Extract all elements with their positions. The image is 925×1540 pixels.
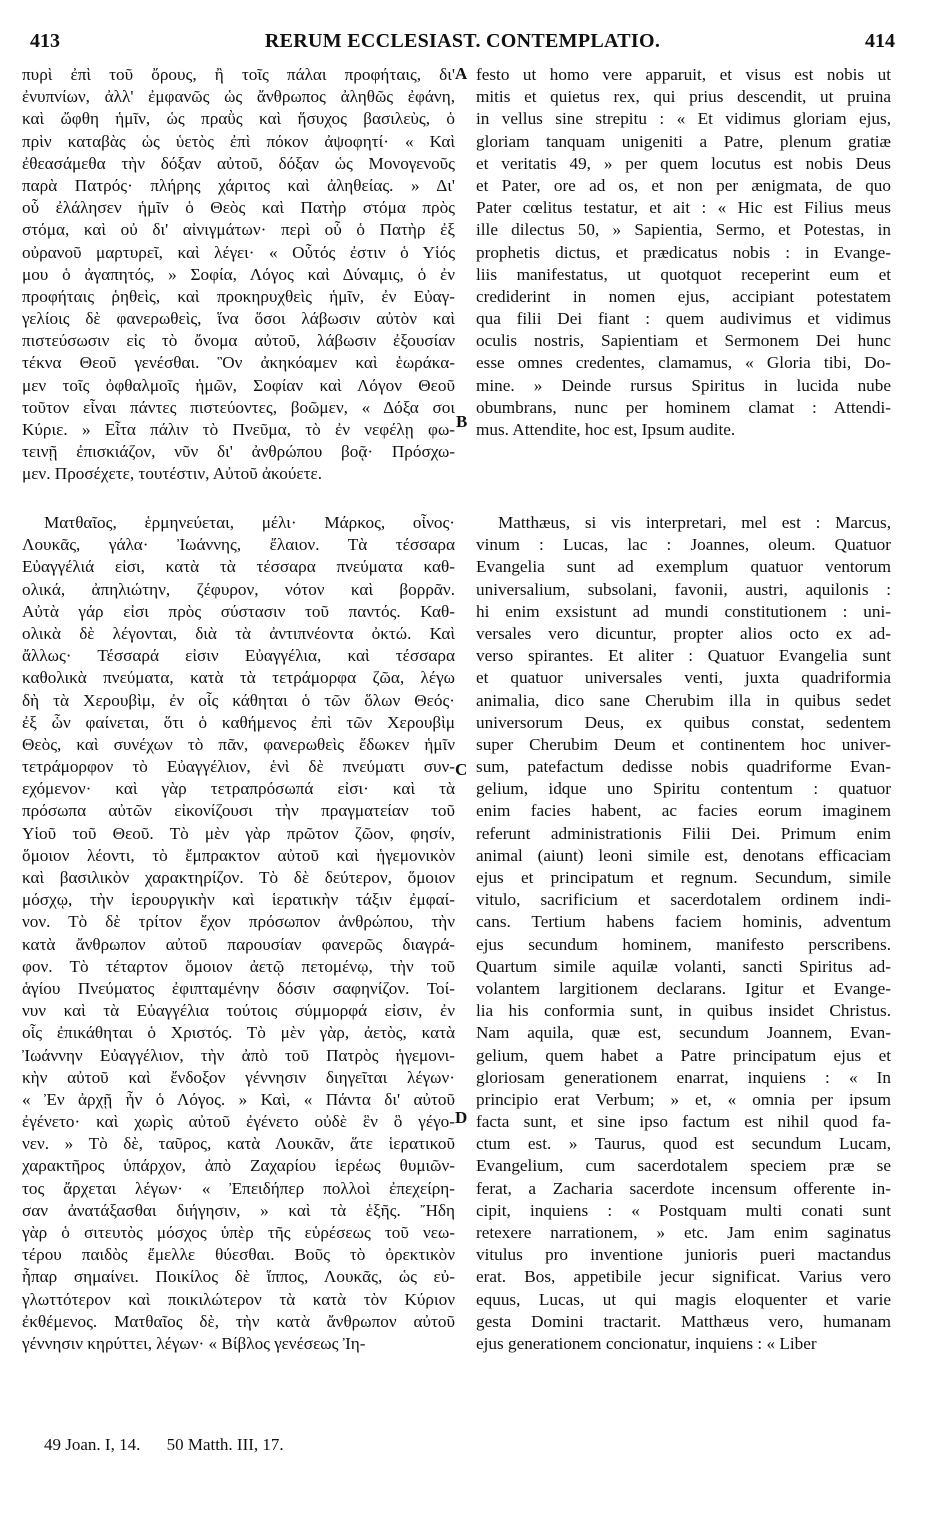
text-line: ἄλλως· Τέσσαρά εἰσιν Εὐαγγέλια, καὶ τέσσαρα xyxy=(22,646,455,666)
text-line: Θεὸς, καὶ συνέχων τὸ πᾶν, φανερωθεὶς ἔδωκεν ἡμῖν xyxy=(22,734,455,754)
text-line: mine. » Deinde rursus Spiritus in lucida nube xyxy=(476,375,891,395)
text-line: γελίοις δὲ φανερωθεὶς, ἵνα ὅσοι λάβωσιν αὐτὸν καὶ xyxy=(22,309,455,329)
text-line: ferat, a Zacharia sacerdote incensum offerente in- xyxy=(476,1178,891,1198)
text-line: Evangelia sunt ad exemplum quatuor ventorum xyxy=(476,557,891,577)
section-marker-b: B xyxy=(456,412,468,431)
text-line: Quartum simile aquilæ volanti, sancti Spiritus ad- xyxy=(476,956,891,976)
footnote-49: 49 Joan. I, 14. xyxy=(44,1435,141,1454)
text-line: animalia, dico sane Cherubim illa in quibus sedet xyxy=(476,690,891,710)
text-line: παρὰ Πατρός· πλήρης χάριτος καὶ ἀληθείας. » Δι' xyxy=(22,175,455,195)
text-line: ἁγίου Πνεύματος ἐφιπταμένην δόσιν σαφηνίζον. Τοί- xyxy=(22,978,455,998)
text-line: πρόσωπα αὐτῶν εἰκονίζουσι τὴν πραγματείαν τοῦ xyxy=(22,801,455,821)
text-line: χαρακτῆρος ὑπάρχον, ἀπὸ Ζαχαρίου ἱερέως θυμιῶν- xyxy=(22,1156,455,1176)
text-line: equus, Lucas, ut qui magis eloquenter et varie xyxy=(476,1289,891,1309)
text-line: ἧπαρ σημαίνει. Ποικίλος δὲ ἵππος, Λουκᾶς, ὡς εὐ- xyxy=(22,1267,455,1287)
text-line: crediderint in nomen ejus, accipiant potestatem xyxy=(476,286,891,306)
text-line: ἐθεασάμεθα τὴν δόξαν αὐτοῦ, δόξαν ὡς Μονογενοῦς xyxy=(22,153,455,173)
greek-column-section-2 xyxy=(22,512,455,1355)
text-line: prophetis dictus, et prædicatus nobis : in Evange- xyxy=(476,242,891,262)
text-line: facta sunt, et sine ipso factum est nihil quod fa- xyxy=(476,1112,891,1132)
text-line: volantem largitionem declarans. Igitur et Evange- xyxy=(476,978,891,998)
text-line: Nam aquila, quæ est, secundum Joannem, Evan- xyxy=(476,1023,891,1043)
text-line: gloriam tanquam unigeniti a Patre, plenum gratiæ xyxy=(476,131,891,151)
text-line: γλωττότερον καὶ ποικιλώτερον τὰ κατὰ τὸν Κύριον xyxy=(22,1289,455,1309)
text-line: στόμα, καὶ οὐ δι' αἰνιγμάτων· περὶ οὗ ὁ Πατὴρ ἐξ xyxy=(22,220,455,240)
text-line: εχόμενον· καὶ γὰρ τετραπρόσωπά εἰσι· καὶ τὰ xyxy=(22,779,455,799)
text-line: Λουκᾶς, γάλα· Ἰωάννης, ἔλαιον. Τὰ τέσσαρα xyxy=(22,535,455,555)
text-line: ejus generationem concionatur, inquiens : « Liber xyxy=(476,1333,817,1353)
text-line: ολικὰ δὲ λέγονται, διὰ τὰ ἀντιπνέοντα ὀκτώ. Καὶ xyxy=(22,623,455,643)
text-line: οὗ ἐλάλησεν ἡμῖν ὁ Θεὸς καὶ Πατὴρ στόμα πρὸς xyxy=(22,198,455,218)
text-line: ἐκθέμενος. Ματθαῖος δὲ, τὴν κατὰ ἄνθρωπον αὐτοῦ xyxy=(22,1311,455,1331)
text-line: et Pater, ore ad os, et non per ænigmata, de quo xyxy=(476,175,891,195)
text-line: τοῦτον εἶναι πάντες πιστεύοντες, βοῶμεν, « Δόξα σοι xyxy=(22,397,455,417)
text-line: et veritatis 49, » per quem locutus est nobis Deus xyxy=(476,153,891,173)
text-line: μεν. Προσέχετε, τουτέστιν, Αὐτοῦ ἀκούετε. xyxy=(22,464,323,484)
text-line: cans. Tertium habens faciem hominis, adventum xyxy=(476,912,891,932)
text-line: ὅμοιον λέοντι, τὸ ἔμπρακτον αὐτοῦ καὶ ἡγεμονικὸν xyxy=(22,845,455,865)
text-line: qua filii Dei fiant : quem audivimus et vidimus xyxy=(476,309,891,329)
text-line: obumbrans, nunc per hominem clamat : Attendi- xyxy=(476,397,891,417)
text-line: Ἰωάννην Εὐαγγέλιον, τὴν ἀπὸ τοῦ Πατρὸς ἡγεμονι- xyxy=(22,1045,455,1065)
text-line: Αὐτὰ γάρ εἰσι πρὸς σύστασιν τοῦ παντός. Καθ- xyxy=(22,601,455,621)
text-line: in vellus sine strepitu : « Et vidimus gloriam ejus, xyxy=(476,109,891,129)
running-header xyxy=(30,30,895,58)
text-line: versales vero dicuntur, propter alios octo ex ad- xyxy=(476,623,891,643)
text-line: πιστεύσωσιν εἰς τὸ ὄνομα αὐτοῦ, λάβωσιν ἐξουσίαν xyxy=(22,331,455,351)
text-line: Ματθαῖος, ἑρμηνεύεται, μέλι· Μάρκος, οἶνος· xyxy=(44,513,455,532)
text-line: liis manifestatus, ut quotquot receperint eum et xyxy=(476,264,891,284)
text-line: καὶ ὤφθη ἡμῖν, ὡς πραῢς καὶ ἥσυχος βασιλεὺς, ὁ xyxy=(22,109,455,129)
text-line: animal (aiunt) leoni simile est, denotans efficaciam xyxy=(476,845,891,865)
text-line: Matthæus, si vis interpretari, mel est : Marcus, xyxy=(498,513,891,532)
text-line: universalium, subsolani, favonii, austri, aquilonis : xyxy=(476,579,891,599)
greek-column-section-1 xyxy=(22,64,455,486)
text-line: principio erat Verbum; » et, « omnia per ipsum xyxy=(476,1089,891,1109)
footnote-50: 50 Matth. III, 17. xyxy=(166,1435,284,1454)
text-line: νεν. » Τὸ δὲ, ταῦρος, κατὰ Λουκᾶν, ἅτε ἱερατικοῦ xyxy=(22,1134,455,1154)
text-line: ἐξ ὧν φαίνεται, ὅτι ὁ καθήμενος ἐπὶ τῶν Χερουβὶμ xyxy=(22,712,455,732)
text-line: ολικά, ἀπηλιώτην, ζέφυρον, νότον καὶ βορρᾶν. xyxy=(22,579,455,599)
page-number-left: 413 xyxy=(30,30,60,52)
text-line: universorum Deus, ex quibus constat, sedentem xyxy=(476,712,891,732)
text-line: Evangelium, cum sacerdotalem speciem præ se xyxy=(476,1156,891,1176)
text-line: κὴν αὐτοῦ καὶ ἔνδοξον γέννησιν διηγεῖται λέγων· xyxy=(22,1067,455,1087)
text-line: « Ἐν ἀρχῇ ἦν ὁ Λόγος. » Καὶ, « Πάντα δι' αὐτοῦ xyxy=(22,1089,455,1109)
text-line: gloriosam generationem enarrat, inquiens : « In xyxy=(476,1067,891,1087)
text-line: οἷς ἐπικάθηται ὁ Χριστός. Τὸ μὲν γὰρ, ἀετὸς, κατὰ xyxy=(22,1023,455,1043)
text-line: vinum : Lucas, lac : Joannes, oleum. Quatuor xyxy=(476,535,891,555)
text-line: τετράμορφον τὸ Εὐαγγέλιον, ἑνὶ δὲ πνεύματι συν- xyxy=(22,757,455,777)
text-line: super Cherubim Deum et continentem hoc univer- xyxy=(476,734,891,754)
text-line: hi enim exsistunt ad mundi constitutionem : uni- xyxy=(476,601,891,621)
text-line: πυρὶ ἐπὶ τοῦ ὄρους, ἢ τοῖς πάλαι προφήταις, δι' xyxy=(22,65,455,84)
text-line: σαν ἀνατάξασθαι διήγησιν, » καὶ τὰ ἑξῆς. Ἤδη xyxy=(22,1200,455,1220)
latin-column-section-1 xyxy=(476,64,891,441)
text-line: μου ὁ ἀγαπητός, » Σοφία, Λόγος καὶ Δύναμις, ὁ ἐν xyxy=(22,264,455,284)
text-line: φον. Τὸ τέταρτον ὅμοιον ἀετῷ πετομένῳ, τὴν τοῦ xyxy=(22,956,455,976)
text-line: oculis nostris, Sapientiam et Sermonem Dei hunc xyxy=(476,331,891,351)
text-line: referunt administrationis Filii Dei. Primum enim xyxy=(476,823,891,843)
section-marker-a: A xyxy=(455,64,468,83)
text-line: ejus et principatum et regnum. Secundum, simile xyxy=(476,868,891,887)
text-line: cipit, inquiens : « Postquam multi conati sunt xyxy=(476,1200,891,1220)
text-line: enim facies habent, ac facies eorum imaginem xyxy=(476,801,891,821)
text-line: lia his conformia sunt, in quibus insidet Christus. xyxy=(476,1001,891,1021)
text-line: ille dilectus 50, » Sapientia, Sermo, et Potestas, in xyxy=(476,220,891,240)
text-line: gesta Domini tractarit. Matthæus vero, humanam xyxy=(476,1311,891,1331)
text-line: ejus secundum hominem, manifesto perscribens. xyxy=(476,934,891,954)
text-line: τεινῇ ἐπισκιάζον, νῦν δι' ἀνθρώπου βοᾷ· Πρόσχω- xyxy=(22,442,455,462)
text-line: δὴ τὰ Χερουβὶμ, ἐν οἷς κάθηται ὁ τῶν ὅλων Θεός· xyxy=(22,690,455,710)
text-line: Εὐαγγέλιά εἰσι, κατὰ τὰ τέσσαρα πνεύματα καθ- xyxy=(22,557,455,577)
text-line: τέρου παιδὸς ἔμελλε θύεσθαι. Βοῦς τὸ ὀρεκτικὸν xyxy=(22,1245,455,1265)
text-line: retexere narrationem, » etc. Jam enim saginatus xyxy=(476,1223,891,1242)
latin-column-section-2 xyxy=(476,512,891,1355)
text-line: πρὶν καταβὰς ὡς ὑετὸς ἐπὶ πόκον ἀψοφητί· « Καὶ xyxy=(22,131,455,151)
text-line: ctum est. » Taurus, quod est secundum Lucam, xyxy=(476,1134,891,1154)
text-line: νον. Τὸ δὲ τρίτον ἔχον πρόσωπον ἀνθρώπου, τὴν xyxy=(22,912,455,932)
text-line: vitulo, sacrificium et sacerdotalem ordinem indi- xyxy=(476,890,891,910)
text-line: γὰρ ὁ σιτευτὸς μόσχος ὑπὲρ τῆς εὑρέσεως τοῦ νεω- xyxy=(22,1223,455,1242)
text-line: festo ut homo vere apparuit, et visus est nobis ut xyxy=(476,65,891,84)
page-number-right: 414 xyxy=(865,30,895,52)
text-line: gelium, quem habet a Patre principatum ejus et xyxy=(476,1045,891,1065)
text-line: κατὰ ἄνθρωπον αὐτοῦ παρουσίαν φανερῶς διαγρά- xyxy=(22,934,455,954)
text-line: esse omnes credentes, clamamus, « Gloria tibi, Do- xyxy=(476,353,891,373)
text-line: sum, patefactum dedisse nobis quadriforme Evan- xyxy=(476,757,891,777)
text-line: Υἱοῦ τοῦ Θεοῦ. Τὸ μὲν γὰρ πρῶτον ζῶον, φησίν, xyxy=(22,823,455,843)
text-line: καὶ βασιλικὸν χαρακτηρίζον. Τὸ δὲ δεύτερον, ὅμοιον xyxy=(22,868,455,887)
text-line: erat. Bos, appetibile jecur significat. Varius vero xyxy=(476,1267,891,1287)
text-line: προφήταις ῥηθεὶς, καὶ προκηρυχθεὶς ἡμῖν, ἐν Εὐαγ- xyxy=(22,286,455,306)
section-marker-d: D xyxy=(455,1108,468,1127)
text-line: mitis et quietus rex, qui prius descendit, ut pruina xyxy=(476,87,891,107)
text-line: gelium, idque uno Spiritu contentum : quatuor xyxy=(476,779,891,799)
text-line: νυν καὶ τὰ Εὐαγγέλια τούτοις σύμμορφά εἰσιν, ἐν xyxy=(22,1001,455,1021)
text-line: καθολικὰ πνεύματα, κατὰ τὰ τετράμορφα ζῶα, λέγω xyxy=(22,668,455,688)
text-line: οὐρανοῦ μαρτυρεῖ, καὶ λέγει· « Οὗτός ἐστιν ὁ Υἱός xyxy=(22,242,455,262)
text-line: τος ἄρχεται λέγων· « Ἐπειδήπερ πολλοὶ ἐπεχείρη- xyxy=(22,1178,455,1198)
running-title: RERUM ECCLESIAST. CONTEMPLATIO. xyxy=(264,30,661,52)
text-line: γέννησιν κηρύττει, λέγων· « Βίβλος γενέσεως Ἰη- xyxy=(22,1333,366,1353)
text-line: vitulus pro inventione junioris pueri mactandus xyxy=(476,1245,891,1265)
section-marker-c: C xyxy=(455,760,468,779)
text-line: Κύριε. » Εἶτα πάλιν τὸ Πνεῦμα, τὸ ἐν νεφέλῃ φω- xyxy=(22,420,455,439)
text-line: μεν τοῖς ὀφθαλμοῖς ἡμῶν, Σοφίαν καὶ Λόγον Θεοῦ xyxy=(22,375,455,395)
text-line: verso spirantes. Et aliter : Quatuor Evangelia sunt xyxy=(476,646,891,666)
text-line: et quatuor universales venti, juxta quadriformia xyxy=(476,668,891,688)
text-line: ἐγένετο· καὶ χωρὶς αὐτοῦ ἐγένετο οὐδὲ ἓν ὃ γέγο- xyxy=(22,1112,455,1132)
text-line: μόσχῳ, τὴν ἱερουργικὴν καὶ ἱερατικὴν τάξιν ἐμφαί- xyxy=(22,890,455,910)
text-line: mus. Attendite, hoc est, Ipsum audite. xyxy=(476,420,736,439)
text-line: τέκνα Θεοῦ γενέσθαι. Ὃν ἀκηκόαμεν καὶ ἑωράκα- xyxy=(22,353,455,373)
text-line: ἐνυπνίων, ἀλλ' ἐμφανῶς ὡς ἄνθρωπος ἀληθῶς ἐφάνη, xyxy=(22,87,455,107)
text-line: Pater cœlitus testatur, et ait : « Hic est Filius meus xyxy=(476,198,891,218)
footnotes xyxy=(44,1435,306,1455)
